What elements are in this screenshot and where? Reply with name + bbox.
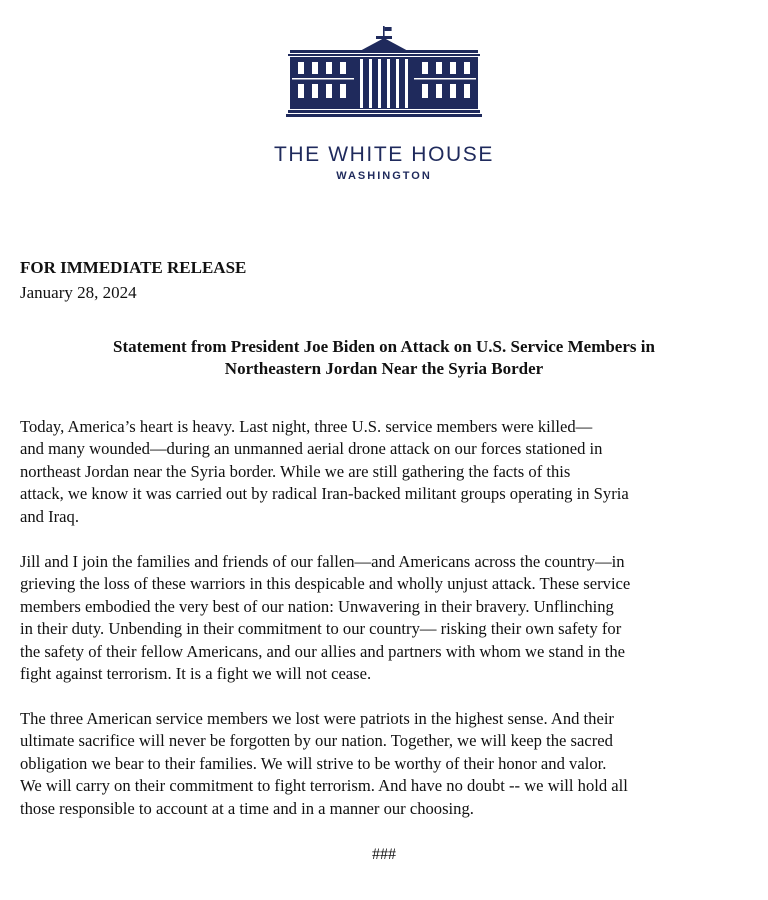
paragraph-line: obligation we bear to their families. We will strive to be worthy of their honor and valor. xyxy=(20,753,607,773)
headline-line: Northeastern Jordan Near the Syria Border xyxy=(224,359,544,378)
end-mark: ### xyxy=(372,846,396,863)
white-house-logo xyxy=(0,26,768,122)
letterhead-title: THE WHITE HOUSE xyxy=(273,143,494,166)
paragraph-line: members embodied the very best of our nation: Unwavering in their bravery. Unflinching xyxy=(20,596,614,616)
statement-paragraph xyxy=(20,416,750,528)
paragraph-line: northeast Jordan near the Syria border. While we are still gathering the facts of this xyxy=(20,461,571,481)
paragraph-line: ultimate sacrifice will never be forgotten by our nation. Together, we will keep the sacred xyxy=(20,731,613,751)
paragraph-line: and Iraq. xyxy=(20,506,79,526)
release-date: January 28, 2024 xyxy=(20,283,137,302)
paragraph-line: Jill and I join the families and friends of our fallen—and Americans across the country—in xyxy=(20,552,625,571)
paragraph-line: and many wounded—during an unmanned aerial drone attack on our forces stationed in xyxy=(20,439,603,459)
paragraph-line: attack, we know it was carried out by radical Iran-backed militant groups operating in Syria xyxy=(20,484,629,504)
paragraph-line: the safety of their fellow Americans, and our allies and partners with whom we stand in the xyxy=(20,641,626,661)
paragraph-line: We will carry on their commitment to fight terrorism. And have no doubt -- we will hold all xyxy=(20,776,628,796)
statement-paragraph xyxy=(20,551,750,685)
paragraph-line: fight against terrorism. It is a fight we will not cease. xyxy=(20,664,372,684)
paragraph-line: those responsible to account at a time and in a manner our choosing. xyxy=(20,798,474,818)
release-label: FOR IMMEDIATE RELEASE xyxy=(20,258,247,277)
paragraph-line: Today, America’s heart is heavy. Last night, three U.S. service members were killed— xyxy=(20,417,593,436)
paragraph-line: The three American service members we lost were patriots in the highest sense. And their xyxy=(20,709,614,728)
statement-headline xyxy=(20,336,748,380)
paragraph-line: in their duty. Unbending in their commitment to our country— risking their own safety for xyxy=(20,619,622,639)
letterhead-subtitle: WASHINGTON xyxy=(336,170,432,182)
statement-paragraph xyxy=(20,708,750,820)
paragraph-line: grieving the loss of these warriors in this despicable and wholly unjust attack. These service xyxy=(20,574,631,594)
headline-line: Statement from President Joe Biden on Attack on U.S. Service Members in xyxy=(113,337,655,356)
white-house-building-icon xyxy=(286,26,482,122)
